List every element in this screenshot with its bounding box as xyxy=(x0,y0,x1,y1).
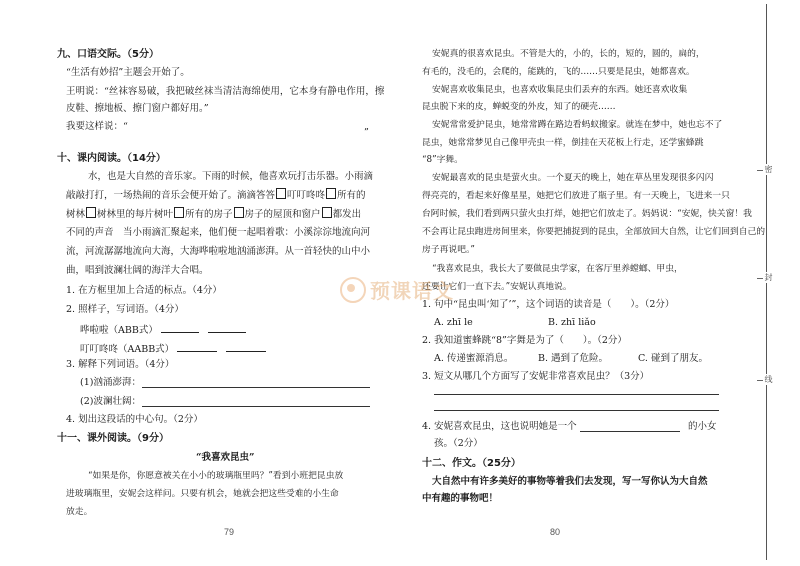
s9-line-1: “生活有妙招”主题会开始了。 xyxy=(66,67,190,78)
r-q1-option-a[interactable]: A. zhī le xyxy=(434,317,473,328)
s10-question-4: 4. 划出这段话的中心句。（2分） xyxy=(66,414,203,425)
answer-line[interactable] xyxy=(142,406,370,407)
section-11-title: 十一、课外阅读。（9分） xyxy=(57,433,169,444)
answer-blank[interactable] xyxy=(208,322,246,333)
s10-para-4: 不同的声音 当小雨滴汇聚起来，他们便一起唱着歌：小溪淙淙地流向河 xyxy=(66,227,371,238)
s10-para-2: 敲敲打打，一场热闹的音乐会便开始了。滴滴答答 叮叮咚咚 所有的 xyxy=(66,190,366,201)
s10-question-2: 2. 照样子，写词语。（4分） xyxy=(66,304,184,315)
r-q2-option-b[interactable]: B. 遇到了危险。 xyxy=(538,353,609,364)
essay-prompt-2: 中有趣的事物吧！ xyxy=(422,493,499,504)
s10-q2-item-a: 哗啦啦（ABB式） xyxy=(80,322,246,337)
r-para-4: 昆虫脱下来的皮，蝉蜕变的外皮，知了的硬壳…… xyxy=(422,102,616,112)
watermark-text: 预课语文 xyxy=(370,279,454,303)
answer-blank[interactable] xyxy=(226,341,266,352)
r-question-3: 3. 短文从哪几个方面写了安妮非常喜欢昆虫？（3分） xyxy=(422,371,650,382)
binding-tick xyxy=(757,380,763,381)
s9-line-4-end: ” xyxy=(364,127,369,138)
s10-question-3: 3. 解释下列词语。（4分） xyxy=(66,359,175,370)
answer-blank[interactable] xyxy=(177,341,217,352)
answer-blank[interactable] xyxy=(161,322,199,333)
section-9-title: 九、口语交际。（5分） xyxy=(57,49,159,60)
r-para-11: 不会再让昆虫跑进房间里来，你要把捕捉到的昆虫，全部放回大自然，让它们回到自己的 xyxy=(422,227,766,237)
s9-line-4: 我要这样说：“ xyxy=(66,121,128,132)
r-para-12: 房子再说吧。” xyxy=(422,245,475,255)
watermark-logo-icon xyxy=(340,277,366,303)
watermark xyxy=(340,275,454,304)
s10-para-6: 曲，唱到波澜壮阔的海洋大合唱。 xyxy=(66,265,209,276)
s9-line-2: 王明说：“丝袜容易破，我把破丝袜当清洁海绵使用，它本身有静电作用，擦 xyxy=(66,86,385,97)
section-12-title: 十二、作文。（25分） xyxy=(422,458,521,469)
answer-line[interactable] xyxy=(434,394,719,395)
punctuation-box[interactable] xyxy=(234,207,244,218)
punctuation-box[interactable] xyxy=(174,207,184,218)
r-para-1: 安妮真的很喜欢昆虫。不管是大的，小的，长的，短的，圆的，扁的， xyxy=(432,49,705,59)
s10-q2-item-b: 叮叮咚咚（AABB式） xyxy=(80,341,266,356)
binding-mark-1: 密 xyxy=(764,165,773,174)
r-para-7: “8”字舞。 xyxy=(422,155,463,165)
r-para-10: 台阿时候，我们看到两只萤火虫打烊，她把它们放走了。妈妈说：“安妮，快关窗！我 xyxy=(422,209,752,219)
r-question-4-tail: 的小女 xyxy=(688,421,717,432)
punctuation-box[interactable] xyxy=(86,207,96,218)
s11-para-1: “如果是你，你愿意被关在小小的玻璃瓶里吗？”看到小班把昆虫放 xyxy=(88,471,344,481)
r-question-1: 1. 句中“昆虫叫‘知了’”，这个词语的读音是（ ）。（2分） xyxy=(422,299,675,310)
answer-line[interactable] xyxy=(434,410,719,411)
s10-q3-item-a: (1)汹涌澎湃： xyxy=(80,377,141,388)
r-para-3: 安妮喜欢收集昆虫，也喜欢收集昆虫们丢弃的东西。她还喜欢收集 xyxy=(432,85,688,95)
r-question-4-cont: 孩。（2分） xyxy=(434,438,483,449)
s10-para-5: 流，河流潺潺地流向大海，大海哗啦啦地汹涌澎湃。从一首轻快的山中小 xyxy=(66,246,371,257)
binding-margin xyxy=(730,0,800,566)
s9-line-3: 皮鞋、擦地板、擦门窗户都好用。” xyxy=(66,103,209,114)
binding-mark-2: 封 xyxy=(764,273,773,282)
page-number-left: 79 xyxy=(224,527,235,537)
essay-prompt-1: 大自然中有许多美好的事物等着我们去发现，写一写你认为大自然 xyxy=(432,476,708,487)
r-para-13: “我喜欢昆虫，我长大了要做昆虫学家，在客厅里养螳螂、甲虫， xyxy=(432,264,683,274)
r-q2-option-a[interactable]: A. 传递蜜源消息。 xyxy=(434,353,514,364)
r-para-5: 安妮常常爱护昆虫，她常常蹲在路边看蚂蚁搬家。就连在梦中，她也忘不了 xyxy=(432,120,723,130)
s10-para-3: 树林 树林里的每片树叶 所有的房子 房子的屋顶和窗户 都发出 xyxy=(66,209,362,220)
r-question-4: 4. 安妮喜欢昆虫，这也说明她是一个 xyxy=(422,421,577,432)
r-para-6: 昆虫，她常常梦见自己像甲壳虫一样，倒挂在天花板上行走，还学蜜蜂跳 xyxy=(422,138,704,148)
punctuation-box[interactable] xyxy=(322,207,332,218)
binding-tick xyxy=(757,278,763,279)
page-number-right: 80 xyxy=(550,527,561,537)
r-q1-option-b[interactable]: B. zhī liǎo xyxy=(548,317,596,328)
section-10-title: 十、课内阅读。（14分） xyxy=(57,153,166,164)
punctuation-box[interactable] xyxy=(276,188,286,199)
s10-para-1: 水，也是大自然的音乐家。下雨的时候，他喜欢玩打击乐器。小雨滴 xyxy=(88,171,374,182)
answer-line[interactable] xyxy=(142,387,370,388)
binding-mark-3: 线 xyxy=(764,375,773,384)
r-para-2: 有毛的，没毛的，会爬的，能跳的，飞的……只要是昆虫，她都喜欢。 xyxy=(422,67,695,77)
s11-para-3: 放走。 xyxy=(66,507,93,517)
r-question-2: 2. 我知道蜜蜂跳“8”字舞是为了（ ）。（2分） xyxy=(422,335,627,346)
answer-line[interactable] xyxy=(580,431,680,432)
binding-tick xyxy=(757,170,763,171)
s11-para-2: 进玻璃瓶里，安妮会这样问。只要有机会，她就会把这些受难的小生命 xyxy=(66,489,339,499)
punctuation-box[interactable] xyxy=(326,188,336,199)
story-heading: “我喜欢昆虫” xyxy=(196,452,255,463)
r-para-14: 还要让它们一直下去。”安妮认真地说。 xyxy=(422,282,572,292)
r-para-8: 安妮最喜欢的昆虫是萤火虫。一个夏天的晚上，她在草丛里发现很多闪闪 xyxy=(432,173,714,183)
r-para-9: 得亮亮的，看起来好像星星，她把它们放进了瓶子里。有一天晚上，飞进来一只 xyxy=(422,191,730,201)
s10-question-1: 1. 在方框里加上合适的标点。（4分） xyxy=(66,285,222,296)
s10-q3-item-b: (2)波澜壮阔： xyxy=(80,396,141,407)
r-q2-option-c[interactable]: C. 碰到了朋友。 xyxy=(638,353,708,364)
